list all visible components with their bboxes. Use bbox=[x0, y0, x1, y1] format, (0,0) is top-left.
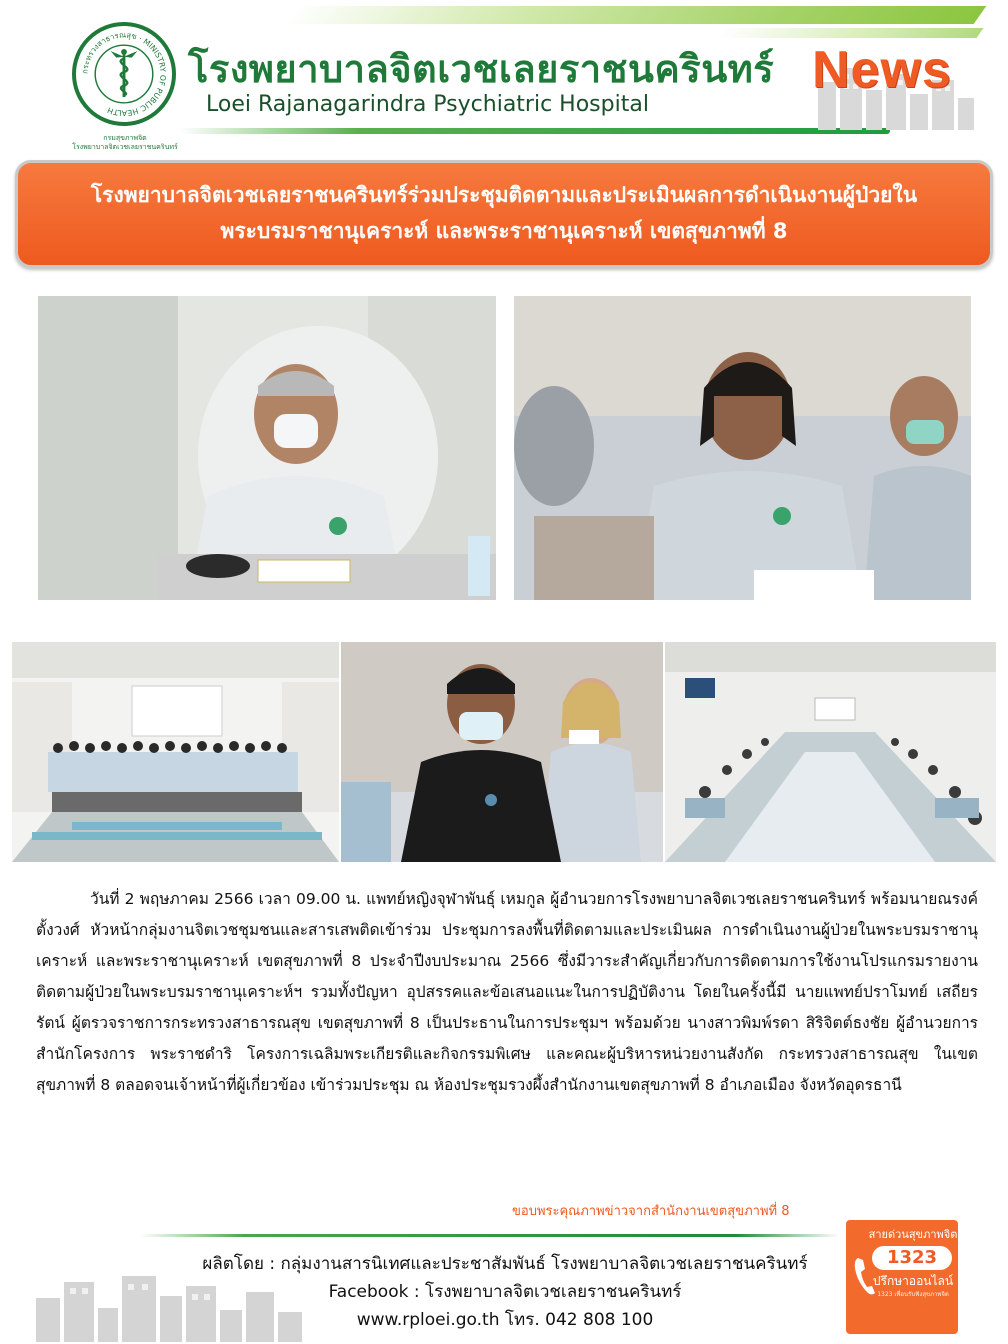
hospital-name-thai: โรงพยาบาลจิตเวชเลยราชนครินทร์ bbox=[188, 47, 775, 91]
phone-icon bbox=[854, 1256, 876, 1296]
photo-credit: ขอบพระคุณภาพข่าวจากสำนักงานเขตสุขภาพที่ 8 bbox=[512, 1204, 790, 1219]
headline-banner bbox=[15, 160, 993, 268]
photo-female-attendee bbox=[514, 296, 971, 600]
ministry-of-public-health-logo bbox=[72, 22, 176, 126]
logo-caption bbox=[60, 134, 190, 152]
article-body bbox=[36, 884, 978, 1101]
hotline-subtitle: ปรึกษาออนไลน์ bbox=[872, 1274, 954, 1288]
photo-group-picture bbox=[12, 642, 339, 862]
decorative-stripe bbox=[284, 6, 987, 24]
photo-chairman-at-desk bbox=[38, 296, 496, 600]
header-divider bbox=[180, 128, 890, 134]
logo-caption-line: โรงพยาบาลจิตเวชเลยราชนครินทร์ bbox=[72, 143, 178, 151]
footer-divider bbox=[140, 1234, 840, 1237]
footer-producer: ผลิตโดย : กลุ่มงานสารนิเทศและประชาสัมพันธ์ โรงพยาบาลจิตเวชเลยราชนครินทร์ bbox=[202, 1254, 808, 1274]
news-label: News bbox=[812, 41, 952, 99]
footer-website: www.rploei.go.th โทร. 042 808 100 bbox=[356, 1310, 654, 1330]
decorative-stripe bbox=[716, 28, 983, 38]
hospital-name-english: Loei Rajanagarindra Psychiatric Hospital bbox=[206, 92, 649, 117]
footer-contact bbox=[160, 1250, 850, 1334]
hotline-facebook: 1323 เพื่อนรับฟังสุขภาพจิต bbox=[877, 1291, 949, 1298]
mental-health-hotline-badge bbox=[846, 1220, 958, 1334]
logo-ring-text: กระทรวงสาธารณสุข · MINISTRY OF PUBLIC HEALTH bbox=[80, 30, 168, 118]
headline-line: โรงพยาบาลจิตเวชเลยราชนครินทร์ร่วมประชุมติดตามและประเมินผลการดำเนินงานผู้ป่วยใน bbox=[90, 183, 918, 207]
article-text: วันที่ 2 พฤษภาคม 2566 เวลา 09.00 น. แพทย์หญิงจุฬาพันธุ์ เหมกูล ผู้อำนวยการโรงพยาบาลจิตเวชเลยราชนครินทร์ พร้อมนายณรงค์ ตั้งวงศ์ หัวหน้ากลุ่มงานจิตเวชชุมชนและสารเสพติดเข้าร่วม ประชุมการลงพื้นที่ติดตามและประเมินผล การดำเนินงานผู้ป่วยในพระบรมราชานุเคราะห์ และพระราชานุเคราะห์ เขตสุขภาพที่ 8 ประจำปีงบประมาณ 2566 ซึ่งมีวาระสำคัญเกี่ยวกับการติดตามการใช้งานโปรแกรมรายงานติดตามผู้ป่วยในพระบรมราชานุเคราะห์ฯ รวมทั้งปัญหา อุปสรรคและข้อเสนอแนะในการปฏิบัติงาน โดยในครั้งนี้มี นายแพทย์ปราโมทย์ เสถียรรัตน์ ผู้ตรวจราชการกระทรวงสาธารณสุข เขตสุขภาพที่ 8 เป็นประธานในการประชุมฯ พร้อมด้วย นางสาวพิมพ์รดา สิริจิตต์ธงชัย ผู้อำนวยการสำนักโครงการ พระราชดำริ โครงการเฉลิมพระเกียรติและกิจกรรมพิเศษ และคณะผู้บริหารหน่วยงานสังกัด กระทรวงสาธารณสุข ในเขต สุขภาพที่ 8 ตลอดจนเจ้าหน้าที่ผู้เกี่ยวข้อง เข้าร่วมประชุม ณ ห้องประชุมรวงผึ้งสำนักงานเขตสุขภาพที่ 8 อำเภอเมือง จังหวัดอุดรธานี bbox=[36, 890, 978, 1094]
footer-facebook: Facebook : โรงพยาบาลจิตเวชเลยราชนครินทร์ bbox=[328, 1282, 682, 1302]
headline-line: พระบรมราชานุเคราะห์ และพระราชานุเคราะห์ เขตสุขภาพที่ 8 bbox=[220, 219, 788, 243]
photo-meeting-room bbox=[665, 642, 996, 862]
photo-male-attendee bbox=[341, 642, 663, 862]
page-header bbox=[0, 0, 1008, 150]
hotline-number: 1323 bbox=[872, 1246, 952, 1270]
logo-caption-line: กรมสุขภาพจิต bbox=[103, 134, 147, 142]
hotline-title: สายด่วนสุขภาพจิต bbox=[868, 1228, 958, 1241]
